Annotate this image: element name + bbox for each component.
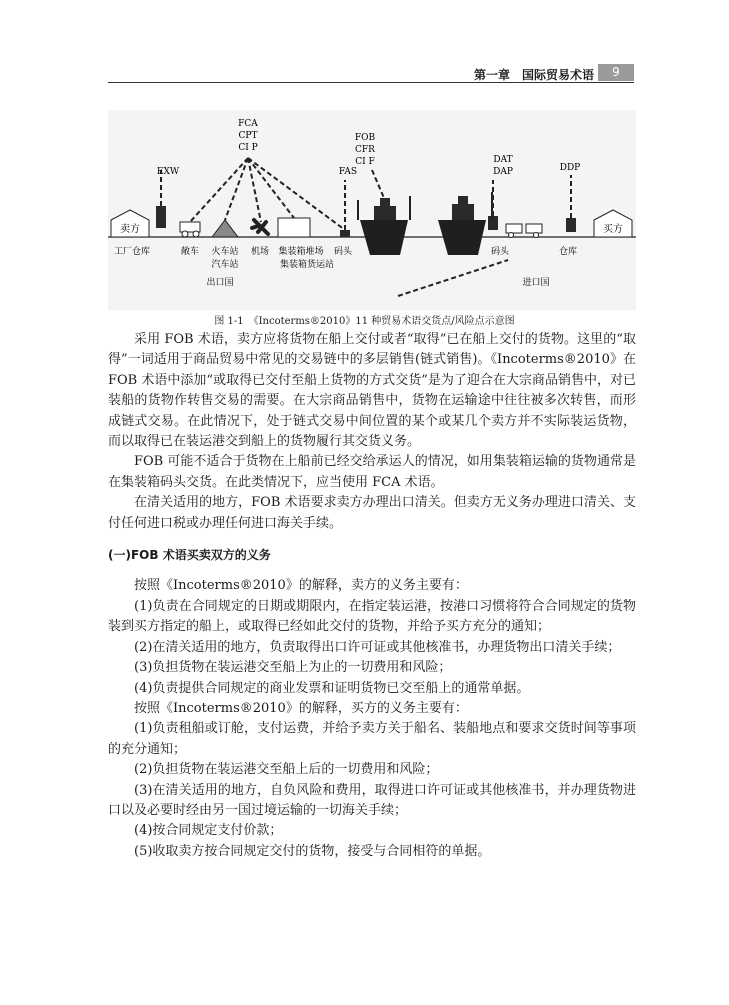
label-container-depot: 集装箱货运站 xyxy=(279,260,335,270)
figure-caption: 图 1-1 《Incoterms®2010》11 种贸易术语交货点/风险点示意图 xyxy=(214,316,515,327)
body-text xyxy=(108,330,636,862)
label-bus-station: 汽车站 xyxy=(211,260,239,270)
paragraph: 在清关适用的地方，FOB 术语要求卖方办理出口清关。但卖方无义务办理进口清关、支付任何进口税或办理任何进口海关手续。 xyxy=(108,495,636,531)
label-import-dock: 码头 xyxy=(490,247,510,257)
label-import-country: 进口国 xyxy=(522,278,550,288)
obligation-item: (3)负担货物在装运港交至船上为止的一切费用和风险； xyxy=(134,660,452,676)
label-warehouse: 仓库 xyxy=(558,247,578,257)
term-fas: FAS xyxy=(338,167,358,177)
term-exw: EXW xyxy=(156,167,180,177)
obligation-item: (5)收取卖方按合同规定交付的货物，接受与合同相符的单据。 xyxy=(134,843,491,859)
obligation-item: (4)负责提供合同规定的商业发票和证明货物已交至船上的通常单据。 xyxy=(134,680,530,696)
chapter-title: 第一章 国际贸易术语 xyxy=(473,68,594,82)
label-export-dock: 码头 xyxy=(333,247,353,257)
obligation-item: 按照《Incoterms®2010》的解释，买方的义务主要有： xyxy=(134,700,468,716)
obligation-item: (2)在清关适用的地方，负责取得出口许可证或其他核准书，办理货物出口清关手续； xyxy=(134,639,621,655)
term-ddp: DDP xyxy=(559,163,581,173)
term-dat: DAT xyxy=(493,155,513,165)
buyer-label: 买方 xyxy=(603,224,623,235)
term-cfr: CFR xyxy=(355,145,375,155)
obligation-item: (3)在清关适用的地方，自负风险和费用，取得进口许可证或其他核准书，并办理货物进口以及必要时经由另一国过境运输的一切海关手续； xyxy=(108,782,636,818)
obligation-item: (4)按合同规定支付价款； xyxy=(134,823,283,839)
term-dap: DAP xyxy=(493,167,513,177)
obligation-item: 按照《Incoterms®2010》的解释，卖方的义务主要有： xyxy=(134,578,468,594)
label-truck: 敞车 xyxy=(180,247,200,257)
page-number: 9 xyxy=(598,64,634,81)
term-cif: CI F xyxy=(355,157,375,167)
term-cpt: CPT xyxy=(238,131,258,141)
label-factory: 工厂仓库 xyxy=(113,247,151,257)
incoterms-diagram xyxy=(108,110,636,310)
label-train-station: 火车站 xyxy=(211,247,239,257)
obligation-item: (2)负担货物在装运港交至船上后的一切费用和风险； xyxy=(134,762,439,778)
term-fob: FOB xyxy=(354,133,376,143)
section-title: (一)FOB 术语买卖双方的义务 xyxy=(108,548,271,563)
page-header xyxy=(0,64,729,84)
container-yard-icon xyxy=(278,218,310,237)
label-export-country: 出口国 xyxy=(206,278,234,288)
label-container-yard: 集装箱堆场 xyxy=(278,247,324,257)
term-cip: CI P xyxy=(238,143,258,153)
header-rule xyxy=(108,82,634,83)
obligation-item: (1)负责在合同规定的日期或期限内，在指定装运港，按港口习惯将符合合同规定的货物装到买方指定的船上，或取得已经如此交付的货物，并给予买方充分的通知； xyxy=(108,598,636,635)
paragraph: FOB 可能不适合于货物在上船前已经交给承运人的情况，如用集装箱运输的货物通常是在集装箱码头交货。在此类情况下，应当使用 FCA 术语。 xyxy=(108,454,636,490)
obligation-item: (1)负责租船或订舱，支付运费，并给予卖方关于船名、装船地点和要求交货时间等事项的充分通知； xyxy=(108,721,636,757)
term-fca: FCA xyxy=(238,119,258,129)
label-airport: 机场 xyxy=(250,247,270,257)
seller-label: 卖方 xyxy=(120,224,140,235)
paragraph: 采用 FOB 术语，卖方应将货物在船上交付或者“取得”已在船上交付的货物。这里的“取得”一词适用于商品贸易中常见的交易链中的多层销售(链式销售)。《Incoterms®2010》在 FOB 术语中添加“或取得已交付至船上货物的方式交货”是为了迎合在大宗商品销售中，对已装船的货物作转售交易的需要。在大宗商品销售中，货物在运输途中往往被多次转售，而形成链式交易。在此情况下，处于链式交易中间位置的某个或某几个卖方并不实际装运货物，而以取得已在装运港交到船上的货物履行其交货义务。 xyxy=(108,332,636,450)
